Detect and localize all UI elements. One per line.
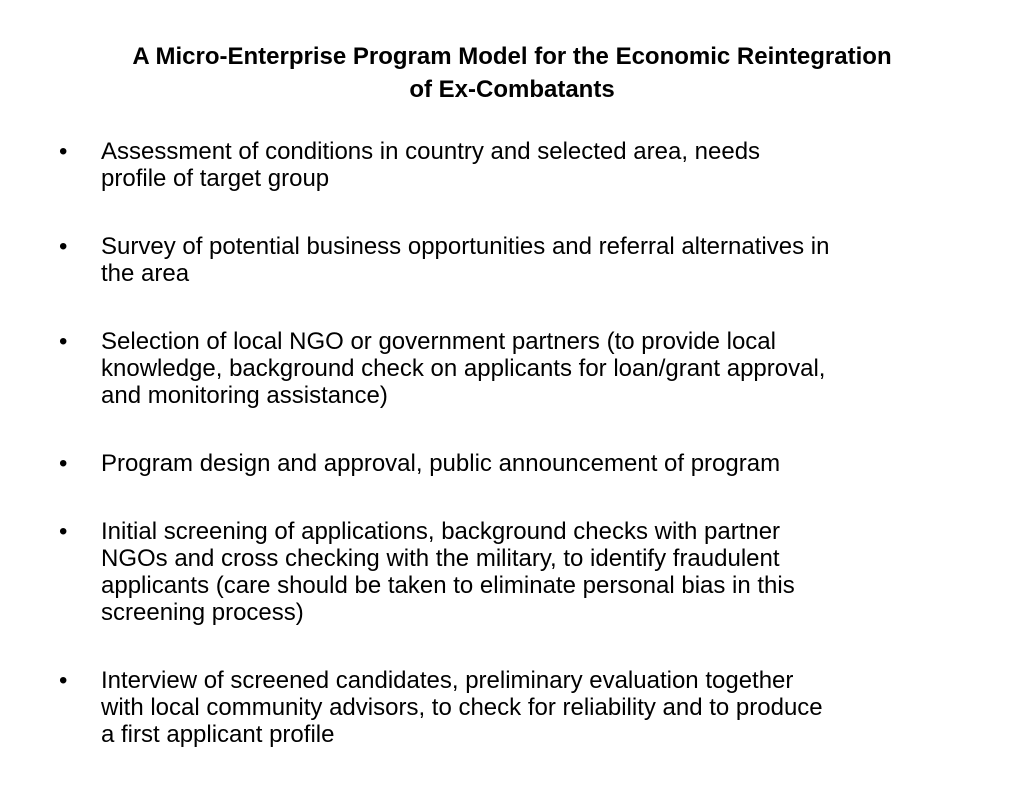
bullet-item bbox=[0, 667, 1024, 748]
bullet-item bbox=[0, 138, 1024, 192]
bullet-marker: • bbox=[59, 328, 68, 355]
bullet-text-line: with local community advisors, to check for reliability and to produce bbox=[101, 694, 823, 721]
bullet-text-line: NGOs and cross checking with the military, to identify fraudulent bbox=[101, 545, 780, 572]
bullet-text-line: knowledge, background check on applicants for loan/grant approval, bbox=[101, 355, 826, 382]
bullet-item bbox=[0, 328, 1024, 409]
bullet-item bbox=[0, 233, 1024, 287]
bullet-text-line: Assessment of conditions in country and selected area, needs bbox=[101, 138, 761, 165]
bullet-marker: • bbox=[59, 233, 68, 260]
bullet-text-line: Selection of local NGO or government partners (to provide local bbox=[101, 328, 776, 355]
bullet-text-line: screening process) bbox=[101, 599, 304, 626]
bullet-text-line: Interview of screened candidates, preliminary evaluation together bbox=[101, 667, 794, 694]
bullet-text-line: profile of target group bbox=[101, 165, 330, 192]
bullet-list bbox=[0, 138, 1024, 789]
bullet-marker: • bbox=[59, 450, 68, 477]
slide-title bbox=[40, 40, 984, 106]
slide-title-line-1: A Micro-Enterprise Program Model for the Economic Reintegration bbox=[132, 43, 892, 70]
bullet-text-line: the area bbox=[101, 260, 190, 287]
bullet-text-line: applicants (care should be taken to eliminate personal bias in this bbox=[101, 572, 795, 599]
bullet-text-line: a first applicant profile bbox=[101, 721, 335, 748]
bullet-item bbox=[0, 518, 1024, 626]
bullet-text-line: Survey of potential business opportunities and referral alternatives in bbox=[101, 233, 830, 260]
bullet-text-line: and monitoring assistance) bbox=[101, 382, 388, 409]
bullet-marker: • bbox=[59, 667, 68, 694]
bullet-text-line: Program design and approval, public announcement of program bbox=[101, 450, 781, 477]
bullet-marker: • bbox=[59, 518, 68, 545]
bullet-marker: • bbox=[59, 138, 68, 165]
bullet-item bbox=[0, 450, 1024, 477]
slide-title-line-2: of Ex-Combatants bbox=[409, 76, 615, 103]
bullet-text-line: Initial screening of applications, background checks with partner bbox=[101, 518, 781, 545]
